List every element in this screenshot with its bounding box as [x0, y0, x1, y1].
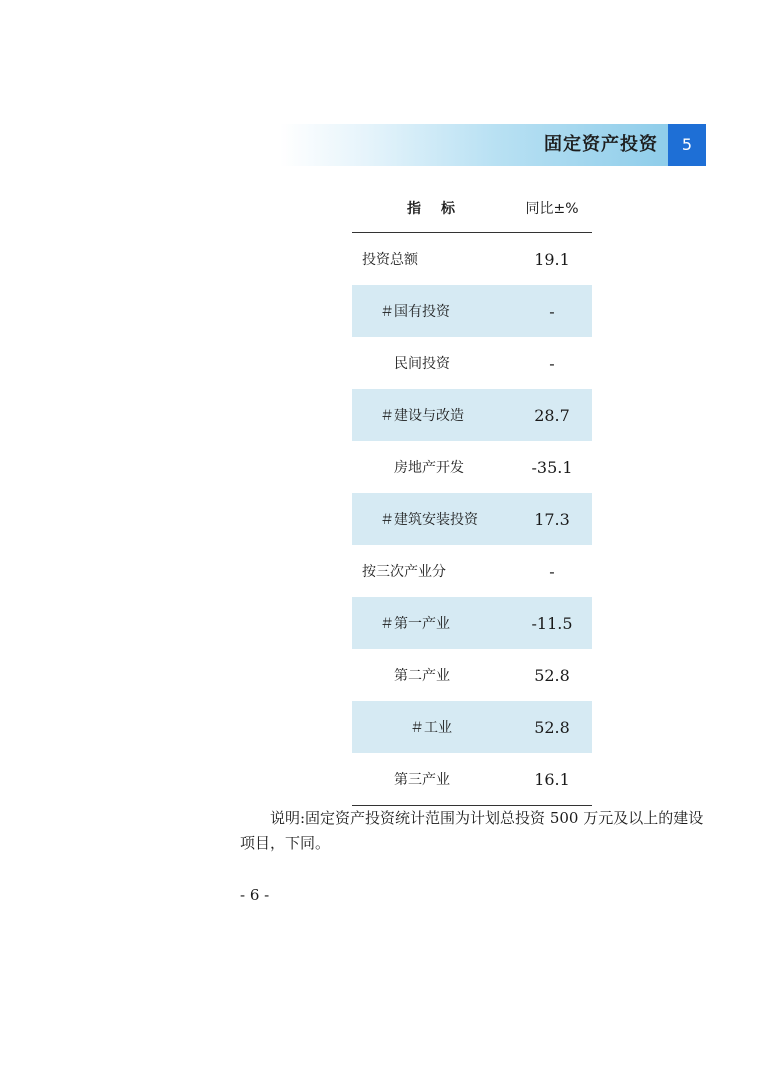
row-label: ＃第一产业	[380, 616, 450, 632]
row-value: 28.7	[534, 405, 570, 425]
row-value: -35.1	[531, 457, 573, 477]
row-value: 52.8	[534, 665, 570, 685]
row-label: 第二产业	[394, 668, 450, 684]
table-row	[352, 753, 592, 805]
table-row	[352, 233, 592, 285]
table-row	[352, 493, 592, 545]
page-number: - 6 -	[240, 886, 270, 904]
table-row	[352, 545, 592, 597]
table-row	[352, 701, 592, 753]
row-value: -	[549, 353, 555, 373]
table-header	[352, 184, 592, 233]
yoy-column-header: 同比±%	[525, 201, 579, 217]
table-row	[352, 337, 592, 389]
row-value: 19.1	[534, 249, 570, 269]
indicator-column-header: 指标	[407, 201, 475, 217]
chapter-number: 5	[668, 124, 706, 166]
row-label: 第三产业	[394, 772, 450, 788]
row-label: ＃工业	[410, 720, 452, 736]
table-row	[352, 389, 592, 441]
footnote: 说明:固定资产投资统计范围为计划总投资 500 万元及以上的建设项目，下同。	[240, 809, 704, 852]
row-value: 52.8	[534, 717, 570, 737]
data-table	[352, 184, 592, 806]
row-label: ＃建设与改造	[380, 408, 464, 424]
row-value: 17.3	[534, 509, 570, 529]
row-value: -	[549, 301, 555, 321]
row-label: ＃国有投资	[380, 304, 450, 320]
table-row	[352, 649, 592, 701]
section-header-band	[280, 124, 668, 166]
row-value: -11.5	[531, 613, 573, 633]
row-value: -	[549, 561, 555, 581]
row-label: ＃建筑安装投资	[380, 512, 478, 528]
table-row	[352, 441, 592, 493]
table-row	[352, 597, 592, 649]
row-label: 投资总额	[362, 252, 418, 268]
section-title: 固定资产投资	[544, 134, 658, 155]
row-label: 按三次产业分	[362, 564, 446, 580]
table-body	[352, 233, 592, 805]
row-value: 16.1	[534, 769, 570, 789]
row-label: 房地产开发	[394, 460, 464, 476]
row-label: 民间投资	[394, 356, 450, 372]
table-row	[352, 285, 592, 337]
